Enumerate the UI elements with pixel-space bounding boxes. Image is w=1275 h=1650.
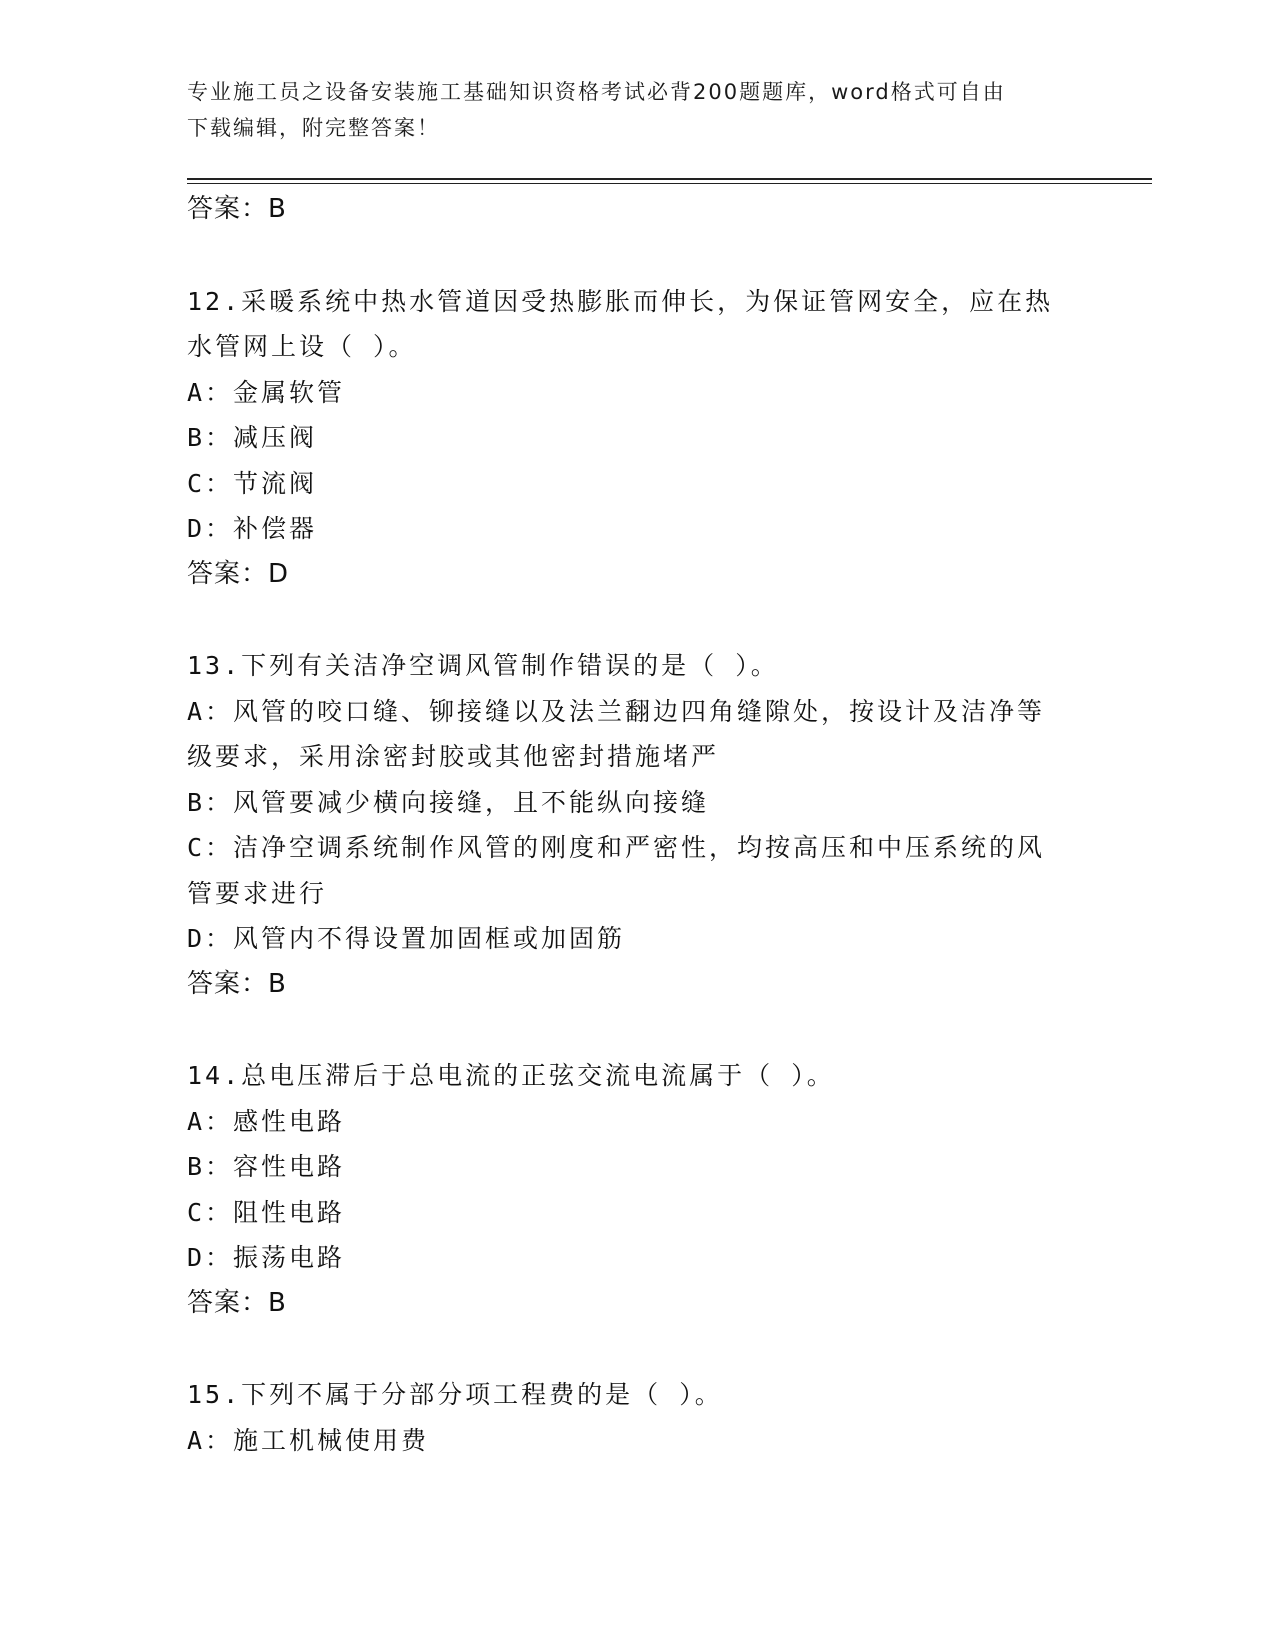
option-a-continued: 级要求，采用涂密封胶或其他密封措施堵严 bbox=[187, 742, 720, 771]
spacer bbox=[187, 1007, 1087, 1053]
question-stem: 15.下列不属于分部分项工程费的是（ ）。 bbox=[187, 1380, 723, 1409]
answer: 答案：B bbox=[187, 1287, 287, 1318]
option-c-continued: 管要求进行 bbox=[187, 878, 328, 908]
question-stem-continued: 水管网上设（ ）。 bbox=[187, 332, 417, 361]
option-a: A：感性电路 bbox=[187, 1106, 346, 1136]
document-header bbox=[187, 74, 1067, 146]
question-12 bbox=[187, 279, 1087, 598]
answer: 答案：B bbox=[187, 968, 287, 999]
option-b: B：风管要减少横向接缝，且不能纵向接缝 bbox=[187, 787, 710, 817]
option-b: B：容性电路 bbox=[187, 1152, 346, 1181]
option-a: A：风管的咬口缝、铆接缝以及法兰翻边四角缝隙处，按设计及洁净等 bbox=[187, 696, 1046, 726]
question-14 bbox=[187, 1053, 1087, 1326]
option-c: C：节流阀 bbox=[187, 468, 318, 498]
option-a: A：施工机械使用费 bbox=[187, 1425, 430, 1455]
answer: 答案：D bbox=[187, 558, 290, 589]
option-d: D：补偿器 bbox=[187, 514, 318, 543]
option-b: B：减压阀 bbox=[187, 423, 318, 452]
option-d: D：振荡电路 bbox=[187, 1243, 346, 1272]
header-divider-thick bbox=[187, 178, 1152, 180]
option-c: C：洁净空调系统制作风管的刚度和严密性，均按高压和中压系统的风 bbox=[187, 833, 1046, 862]
header-divider-thin bbox=[187, 183, 1152, 184]
header-title-line-2: 下载编辑，附完整答案！ bbox=[187, 116, 440, 140]
option-c: C：阻性电路 bbox=[187, 1197, 346, 1227]
question-stem: 14.总电压滞后于总电流的正弦交流电流属于（ ）。 bbox=[187, 1061, 835, 1090]
question-stem: 12.采暖系统中热水管道因受热膨胀而伸长，为保证管网安全，应在热 bbox=[187, 286, 1054, 316]
previous-answer: 答案：B bbox=[187, 194, 287, 224]
option-a: A：金属软管 bbox=[187, 377, 346, 407]
spacer bbox=[187, 597, 1087, 643]
question-stem: 13.下列有关洁净空调风管制作错误的是（ ）。 bbox=[187, 651, 779, 680]
spacer bbox=[187, 1326, 1087, 1372]
question-list bbox=[187, 187, 1087, 1463]
spacer bbox=[187, 233, 1087, 279]
header-title-line-1: 专业施工员之设备安装施工基础知识资格考试必背200题题库，word格式可自由 bbox=[187, 80, 1006, 104]
question-13 bbox=[187, 643, 1087, 1007]
question-15 bbox=[187, 1372, 1087, 1463]
option-d: D：风管内不得设置加固框或加固筋 bbox=[187, 924, 626, 953]
